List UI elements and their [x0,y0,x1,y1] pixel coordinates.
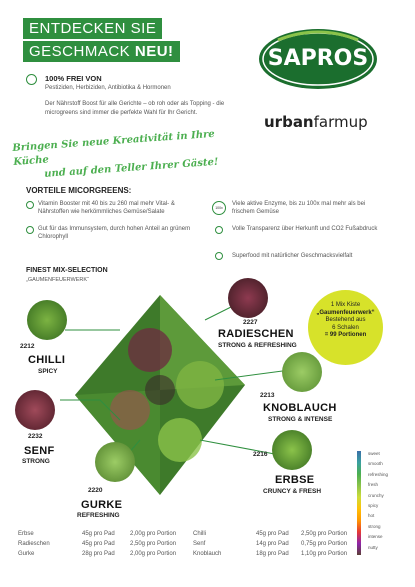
banner-line-2: GESCHMACK NEU! [23,41,180,62]
legend-label: hot [368,513,375,519]
badge-100x-icon: 100x [212,201,226,215]
table-cell: 45g pro Pad [82,531,115,537]
knoblauch-image [282,352,322,392]
vorteil-item: Volle Transparenz über Herkunft und CO2 Fußabdruck [232,226,378,232]
table-cell: 2,50g pro Portion [301,531,348,537]
product-name: RADIESCHEN [218,328,294,340]
legend-label: fresh [368,482,379,488]
table-cell: 28g pro Pad [82,551,115,557]
chilli-image [27,300,67,340]
product-taste: STRONG & REFRESHING [218,342,297,349]
product-name: GURKE [81,499,123,511]
table-cell: Chilli [193,531,207,537]
vorteil-item: Superfood mit natürlicher Geschmacksvielfalt [232,253,353,259]
product-name: SENF [24,445,55,457]
banner-line-1: ENTDECKEN SIE [23,18,162,39]
table-cell: Senf [193,541,206,547]
product-number: 2216 [253,451,268,458]
badge-line: 1 Mix Kiste [330,302,361,308]
vorteil-item: Viele aktive Enzyme, bis zu 100x mal mehr als bei frischem Gemüse [232,201,366,215]
table-cell: 2,00g pro Portion [130,531,177,537]
product-taste: REFRESHING [77,512,120,519]
product-taste: SPICY [38,368,58,375]
vorteil-item: Gut für das Immunsystem, durch hohen Anteil an grünem Chlorophyll [38,226,191,240]
vorteile-title: VORTEILE MICORGREENS: [26,186,132,195]
taste-legend-bar [357,451,361,555]
table-cell: 14g pro Pad [256,541,289,547]
table-cell: 1,10g pro Portion [301,551,348,557]
finest-title: FINEST MIX-SELECTION [26,267,108,274]
finest-subtitle: „GAUMENFEUERWERK“ [26,277,89,283]
legend-label: strong [368,523,381,529]
senf-image [15,390,55,430]
product-taste: CRUNCY & FRESH [263,488,322,495]
product-number: 2212 [20,343,35,350]
table-cell: Radieschen [18,541,50,547]
badge-line: Bestehend aus [325,317,366,323]
frei-subtitle: Pestiziden, Herbiziden, Antibiotika & Hormonen [45,85,171,91]
table-cell: 45g pro Pad [82,541,115,547]
table-cell: Knoblauch [193,551,222,557]
legend-label: nutty [368,544,378,550]
badge-line: = 99 Portionen [324,332,367,338]
product-name: CHILLI [28,354,66,366]
product-number: 2220 [88,487,103,494]
table-cell: 2,50g pro Portion [130,541,177,547]
table-cell: 18g pro Pad [256,551,289,557]
slogan-line-2: und auf den Teller Ihrer Gäste! [43,156,219,180]
legend-label: smooth [368,461,383,467]
legend-label: refreshing [368,471,389,477]
erbse-image [272,430,312,470]
legend-label: crunchy [368,492,384,498]
legend-label: sweet [368,451,380,456]
badge-line: 6 Schalen [332,324,359,331]
product-number: 2232 [28,433,43,440]
product-taste: STRONG & INTENSE [268,416,333,423]
frei-title: 100% FREI VON [45,74,102,83]
table-cell: Gurke [18,551,35,557]
mix-box-badge [308,290,383,365]
table-cell: 2,00g pro Portion [130,551,177,557]
gurke-image [95,442,135,482]
table-cell: 0,75g pro Portion [301,541,348,547]
table-cell: Erbse [18,531,34,537]
badge-line: „Gaumenfeuerwerk“ [316,309,375,316]
product-number: 2227 [243,319,258,326]
logo-text: SAPROS [267,46,369,71]
slogan-line-1: Bringen Sie neue Kreativität in Ihre Küche [12,128,216,168]
legend-label: intense [368,534,383,540]
product-name: KNOBLAUCH [263,402,337,414]
radieschen-image [228,278,268,318]
urbanfarmup-logo: urbanfarmup [264,113,368,131]
table-cell: 45g pro Pad [256,531,289,537]
product-taste: STRONG [22,458,50,465]
product-number: 2213 [260,392,275,399]
legend-label: spicy [368,503,379,508]
frei-text: Der Nährstoff Boost für alle Gerichte – ob roh oder als Topping - die microgreens sind immer die perfekte Wahl für Ihr Gericht. [45,101,225,116]
vorteil-item: Vitamin Booster mit 40 bis zu 260 mal mehr Vital- & Nährstoffen wie herkömmliches Gemüse/Salate [38,201,175,215]
product-name: ERBSE [275,474,315,486]
